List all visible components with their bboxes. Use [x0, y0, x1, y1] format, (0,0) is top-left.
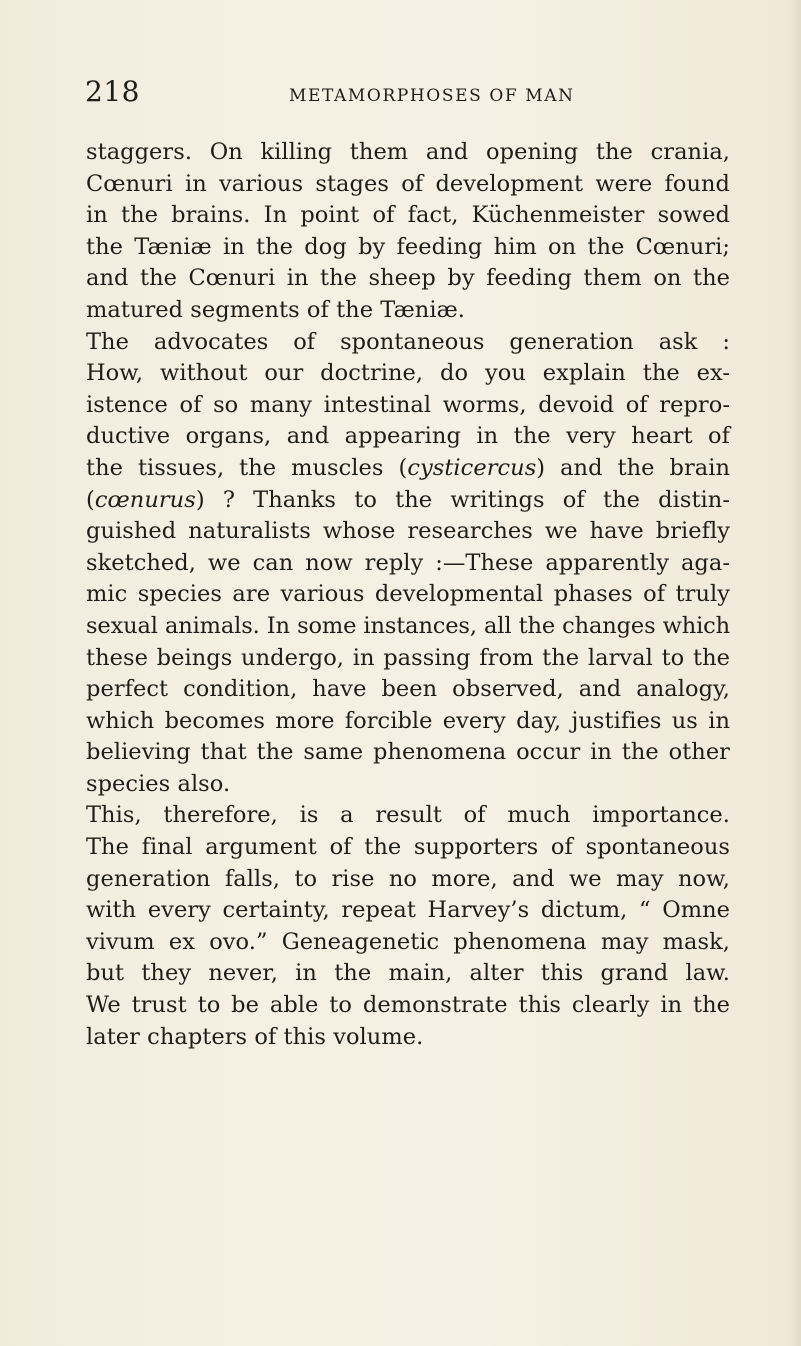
body-text	[86, 137, 730, 1053]
text-line: The advocates of spontaneous generation ask :	[86, 328, 730, 355]
text-segment: the tissues, the muscles (	[86, 454, 408, 481]
page-edge-shadow	[787, 0, 801, 1346]
text-line: We trust to be able to demonstrate this clearly in the	[86, 992, 730, 1019]
text-line: sketched, we can now reply :—These apparently aga-	[86, 549, 730, 576]
text-line: staggers. On killing them and opening the crania,	[86, 139, 730, 165]
text-line-with-italic	[86, 485, 730, 517]
text-line: generation falls, to rise no more, and we may now,	[86, 865, 730, 892]
text-line: The final argument of the supporters of spontaneous	[86, 834, 730, 861]
text-line: species also.	[86, 770, 231, 797]
italic-term-cysticercus: cysticercus	[407, 454, 537, 481]
text-line: these beings undergo, in passing from the larval to the	[86, 644, 730, 671]
text-line: This, therefore, is a result of much importance.	[86, 802, 730, 829]
text-line: istence of so many intestinal worms, devoid of repro-	[86, 391, 730, 418]
text-line: How, without our doctrine, do you explain the ex-	[86, 360, 730, 387]
text-segment: ) ? Thanks to the writings of the distin-	[195, 486, 730, 513]
text-line: vivum ex ovo.” Geneagenetic phenomena may mask,	[86, 928, 730, 955]
page-header	[0, 72, 801, 112]
text-line: with every certainty, repeat Harvey’s dictum, “ Omne	[86, 897, 730, 924]
text-line: sexual animals. In some instances, all the changes which	[86, 612, 730, 639]
text-line: guished naturalists whose researches we have briefly	[86, 518, 730, 545]
italic-term-coenurus: cœnurus	[94, 486, 196, 513]
text-line: ductive organs, and appearing in the very heart of	[86, 423, 730, 450]
text-line: Cœnuri in various stages of development were found	[86, 170, 730, 197]
text-line: the Tæniæ in the dog by feeding him on the Cœnuri;	[86, 233, 730, 260]
text-segment: (	[86, 486, 95, 513]
running-head: METAMORPHOSES OF MAN	[289, 86, 575, 106]
text-segment: ) and the brain	[536, 454, 730, 481]
text-line: but they never, in the main, alter this grand law.	[86, 960, 730, 987]
text-line: and the Cœnuri in the sheep by feeding them on the	[86, 265, 730, 292]
text-line: which becomes more forcible every day, justifies us in	[86, 707, 730, 734]
text-line: in the brains. In point of fact, Küchenmeister sowed	[86, 202, 730, 229]
page-number: 218	[85, 75, 140, 108]
text-line: matured segments of the Tæniæ.	[86, 296, 465, 323]
text-line-with-italic	[86, 453, 730, 485]
text-line: believing that the same phenomena occur in the other	[86, 739, 730, 766]
text-line: mic species are various developmental phases of truly	[86, 581, 730, 608]
text-line: perfect condition, have been observed, and analogy,	[86, 676, 730, 703]
text-line: later chapters of this volume.	[86, 1023, 424, 1050]
